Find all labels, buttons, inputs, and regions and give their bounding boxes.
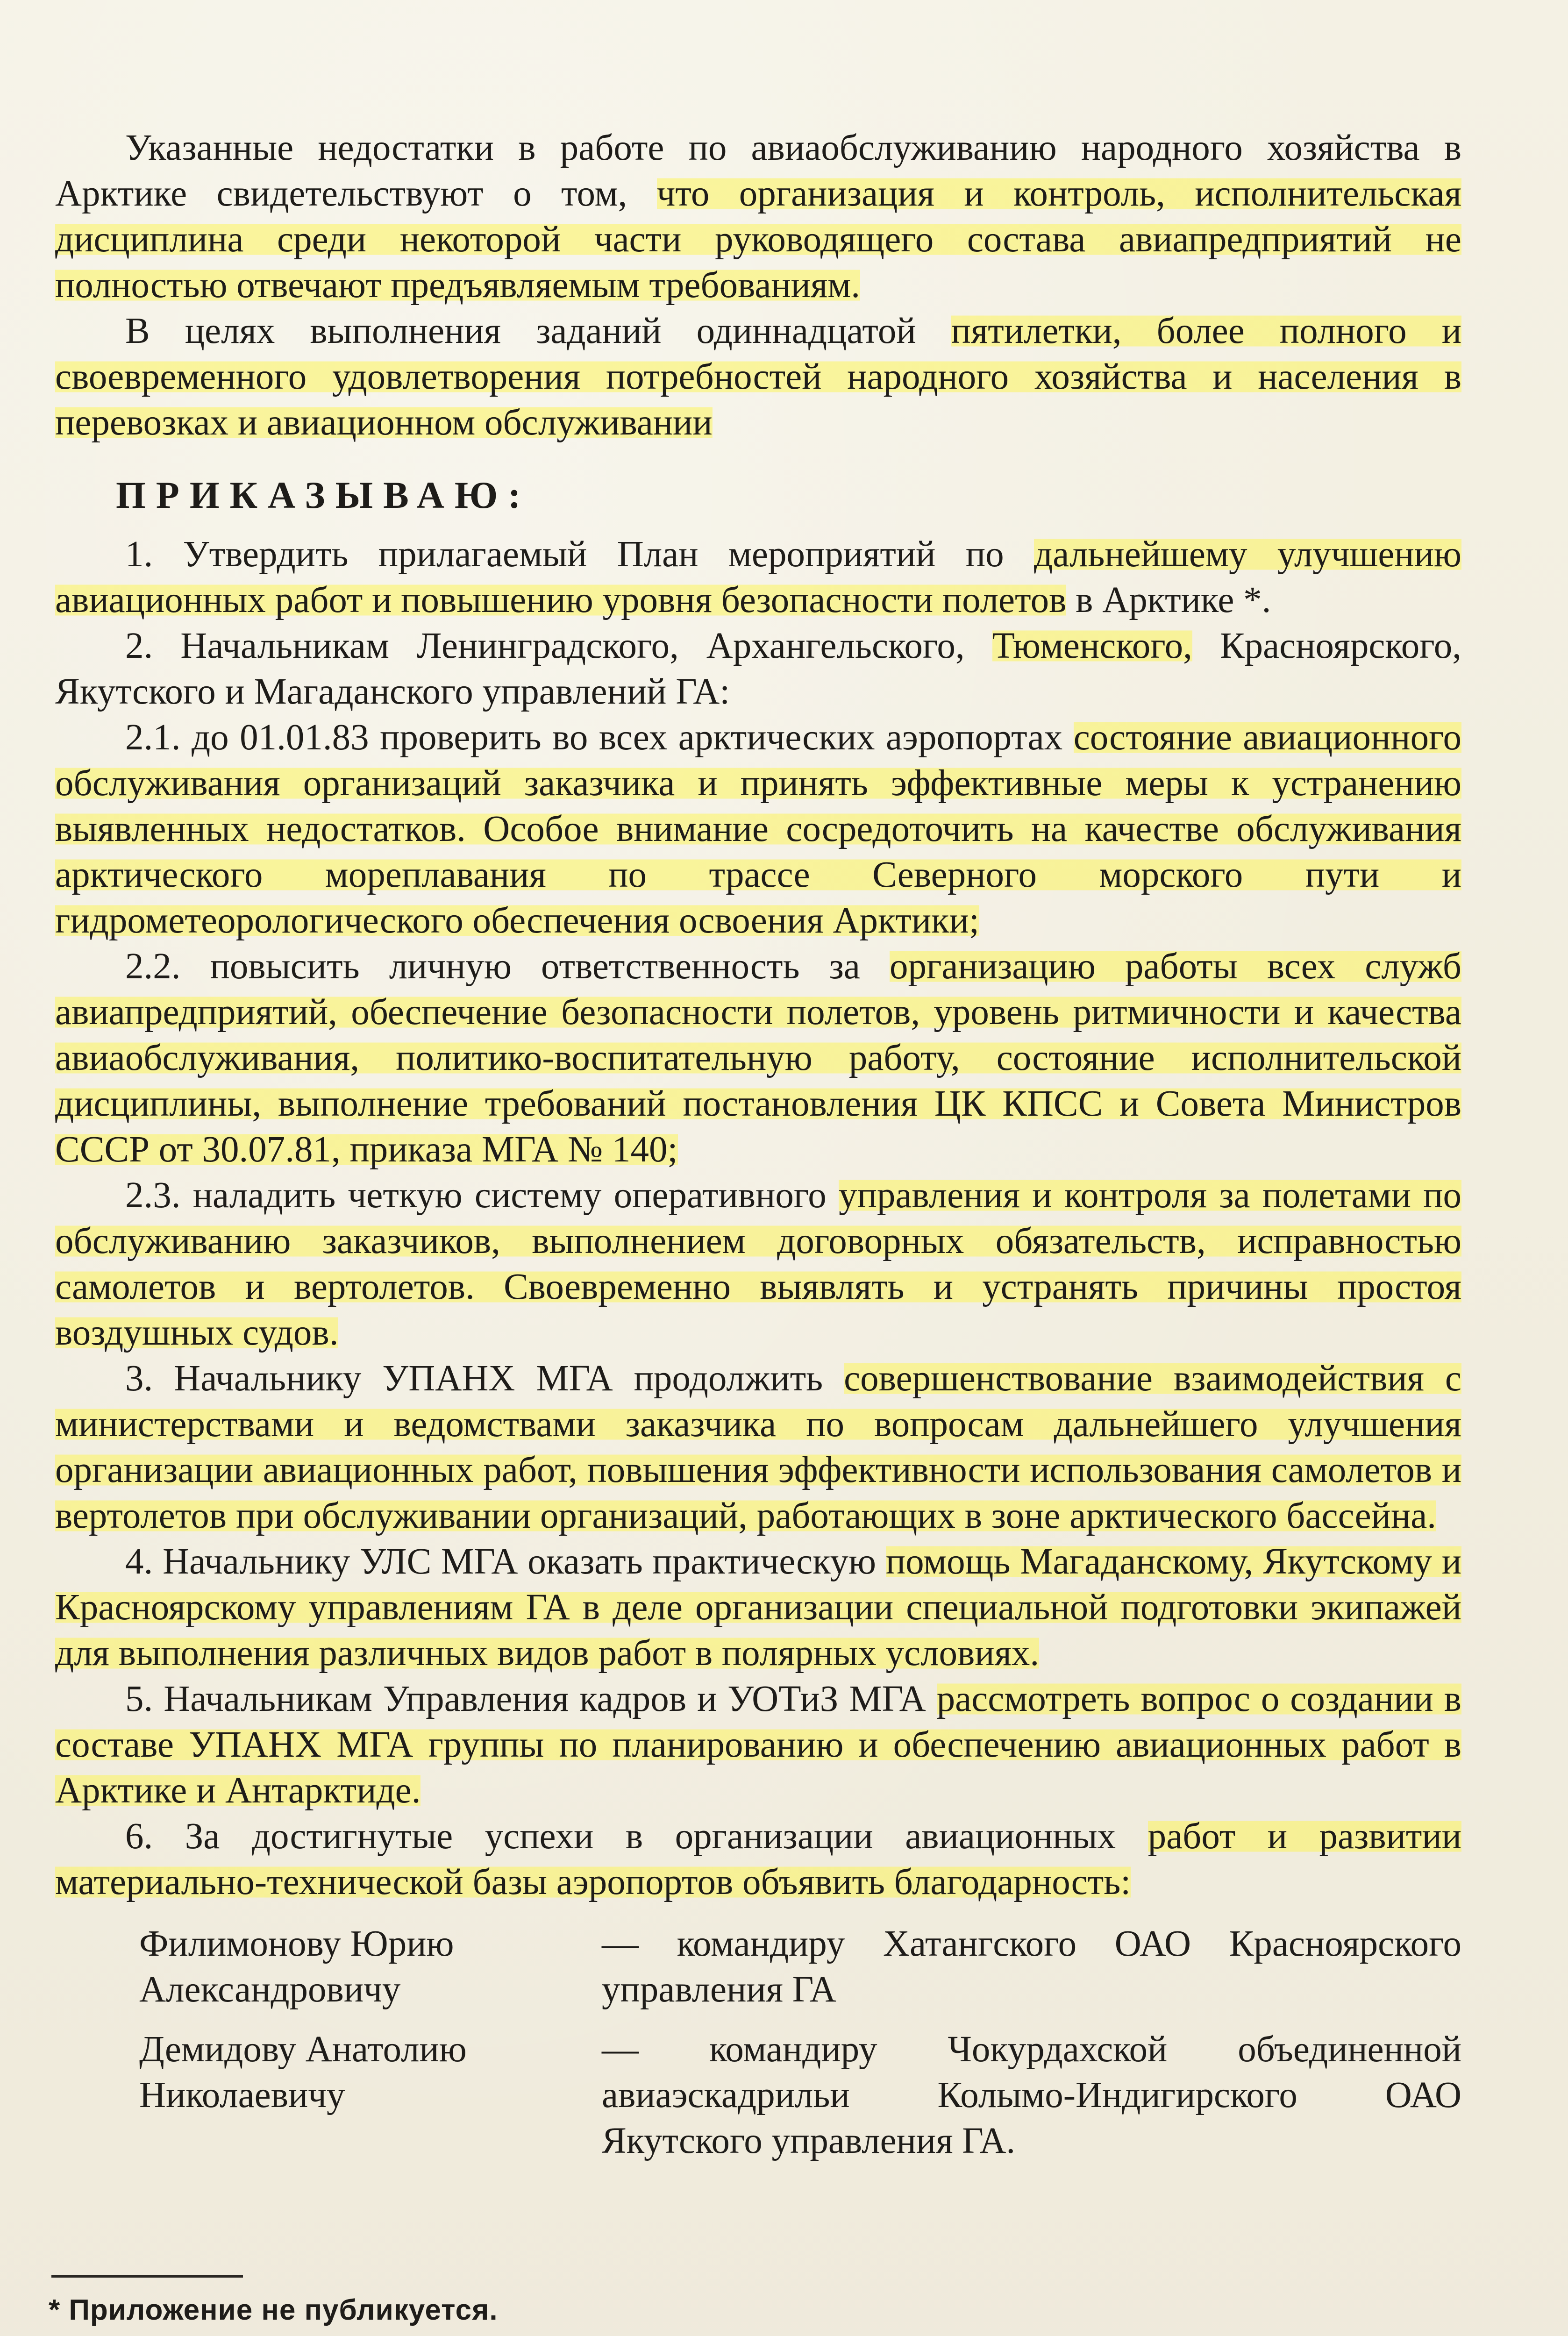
highlighted-text: Тюменского, xyxy=(992,626,1192,666)
item-text: 4. Начальнику УЛС МГА оказать практическую xyxy=(125,1541,886,1582)
item-text: 2.3. наладить четкую систему оперативного xyxy=(125,1175,839,1216)
order-item-3 xyxy=(55,1356,1461,1539)
recipient-description: — командиру Чокурдахской объединенной авиаэскадрильи Колымо-Индигирского ОАО Якутского управления ГА. xyxy=(602,2029,1461,2161)
order-item-6 xyxy=(55,1814,1461,1905)
order-item-2 xyxy=(55,623,1461,715)
footnote-divider xyxy=(51,2275,243,2278)
paragraph-text: Указанные недостатки в работе по авиаобслуживанию народного хозяйства в Арктике свидетельствуют о том, xyxy=(55,128,1461,214)
order-item-1 xyxy=(55,532,1461,623)
highlighted-text: рассмотреть вопрос о создании в составе УПАНХ МГА группы по планированию и обеспечению авиационных работ в Арктике и Антарктиде. xyxy=(55,1679,1461,1811)
order-item-2-2 xyxy=(55,944,1461,1173)
order-item-4 xyxy=(55,1539,1461,1676)
item-text-tail: Красноярского, Якутского и Магаданского управлений ГА: xyxy=(55,626,1461,712)
recipient-description: — командиру Хатангского ОАО Красноярского управления ГА xyxy=(602,1923,1461,2010)
highlighted-text: состояние авиационного обслуживания организаций заказчика и принять эффективные меры к устранению выявленных недостатков. Особое внимание сосредоточить на качестве обслуживания арктического мореплавания по трассе Северного морского пути и гидрометеорологического обеспечения освоения Арктики; xyxy=(55,717,1462,941)
footnote: * Приложение не публикуется. xyxy=(49,2294,498,2326)
recipient-name xyxy=(139,1921,602,2013)
highlighted-text: что организация и контроль, исполнительская дисциплина среди некоторой части руководящего состава авиапредприятий не полностью отвечают предъявляемым требованиям. xyxy=(55,173,1461,306)
recipient-name-line: Николаевичу xyxy=(139,2075,345,2115)
document-body xyxy=(55,125,1461,2178)
highlighted-text: помощь Магаданскому, Якутскому и Красноярскому управлениям ГА в деле организации специальной подготовки экипажей для выполнения различных видов работ в полярных условиях. xyxy=(55,1541,1461,1674)
item-text: 2.2. повысить личную ответственность за xyxy=(125,946,890,987)
highlighted-text: управления и контроля за полетами по обслуживанию заказчиков, выполнением договорных обязательств, исправностью самолетов и вертолетов. Своевременно выявлять и устранять причины простоя воздушных судов. xyxy=(55,1175,1462,1353)
highlighted-text: совершенствование взаимодействия с министерствами и ведомствами заказчика по вопросам дальнейшего улучшения организации авиационных работ, повышения эффективности использования самолетов и вертолетов при обслуживании организаций, работающих в зоне арктического бассейна. xyxy=(55,1358,1462,1536)
recipient-name xyxy=(139,2027,602,2164)
recipients-list xyxy=(139,1921,1461,2164)
paragraph-shortcomings xyxy=(55,125,1461,308)
recipient-entry xyxy=(139,1921,1461,2013)
paragraph-text: В целях выполнения заданий одиннадцатой xyxy=(125,311,951,351)
recipient-name-line: Александровичу xyxy=(139,1969,401,2010)
item-text: 1. Утвердить прилагаемый План мероприятий по xyxy=(125,534,1034,575)
item-text: 5. Начальникам Управления кадров и УОТиЗ МГА xyxy=(125,1679,937,1719)
highlighted-text: пятилетки, более полного и своевременного удовлетворения потребностей народного хозяйства и населения в перевозках и авиационном обслуживании xyxy=(55,311,1461,443)
item-text-tail: в Арктике *. xyxy=(1066,580,1271,620)
order-item-2-1 xyxy=(55,715,1461,944)
paragraph-purpose xyxy=(55,308,1461,446)
recipient-name-line: Филимонову Юрию xyxy=(139,1923,454,1964)
highlighted-text: организацию работы всех служб авиапредприятий, обеспечение безопасности полетов, уровень ритмичности и качества авиаобслуживания, политико-воспитательную работу, состояние исполнительской дисциплины, выполнение требований постановления ЦК КПСС и Совета Министров СССР от 30.07.81, приказа МГА № 140; xyxy=(55,946,1461,1170)
highlighted-text: работ и развитии материально-технической базы аэропортов объявить благодарность: xyxy=(55,1816,1461,1902)
order-item-2-3 xyxy=(55,1173,1461,1356)
item-text: 2.1. до 01.01.83 проверить во всех арктических аэропортах xyxy=(125,717,1074,758)
order-item-5 xyxy=(55,1676,1461,1814)
item-text: 6. За достигнутые успехи в организации авиационных xyxy=(125,1816,1148,1857)
highlighted-text: дальнейшему улучшению авиационных работ и повышению уровня безопасности полетов xyxy=(55,534,1461,620)
order-heading: ПРИКАЗЫВАЮ: xyxy=(116,474,531,516)
recipient-entry xyxy=(139,2027,1461,2164)
recipient-name-line: Демидову Анатолию xyxy=(139,2029,467,2070)
item-text: 2. Начальникам Ленинградского, Архангельского, xyxy=(125,626,992,666)
item-text: 3. Начальнику УПАНХ МГА продолжить xyxy=(125,1358,844,1399)
